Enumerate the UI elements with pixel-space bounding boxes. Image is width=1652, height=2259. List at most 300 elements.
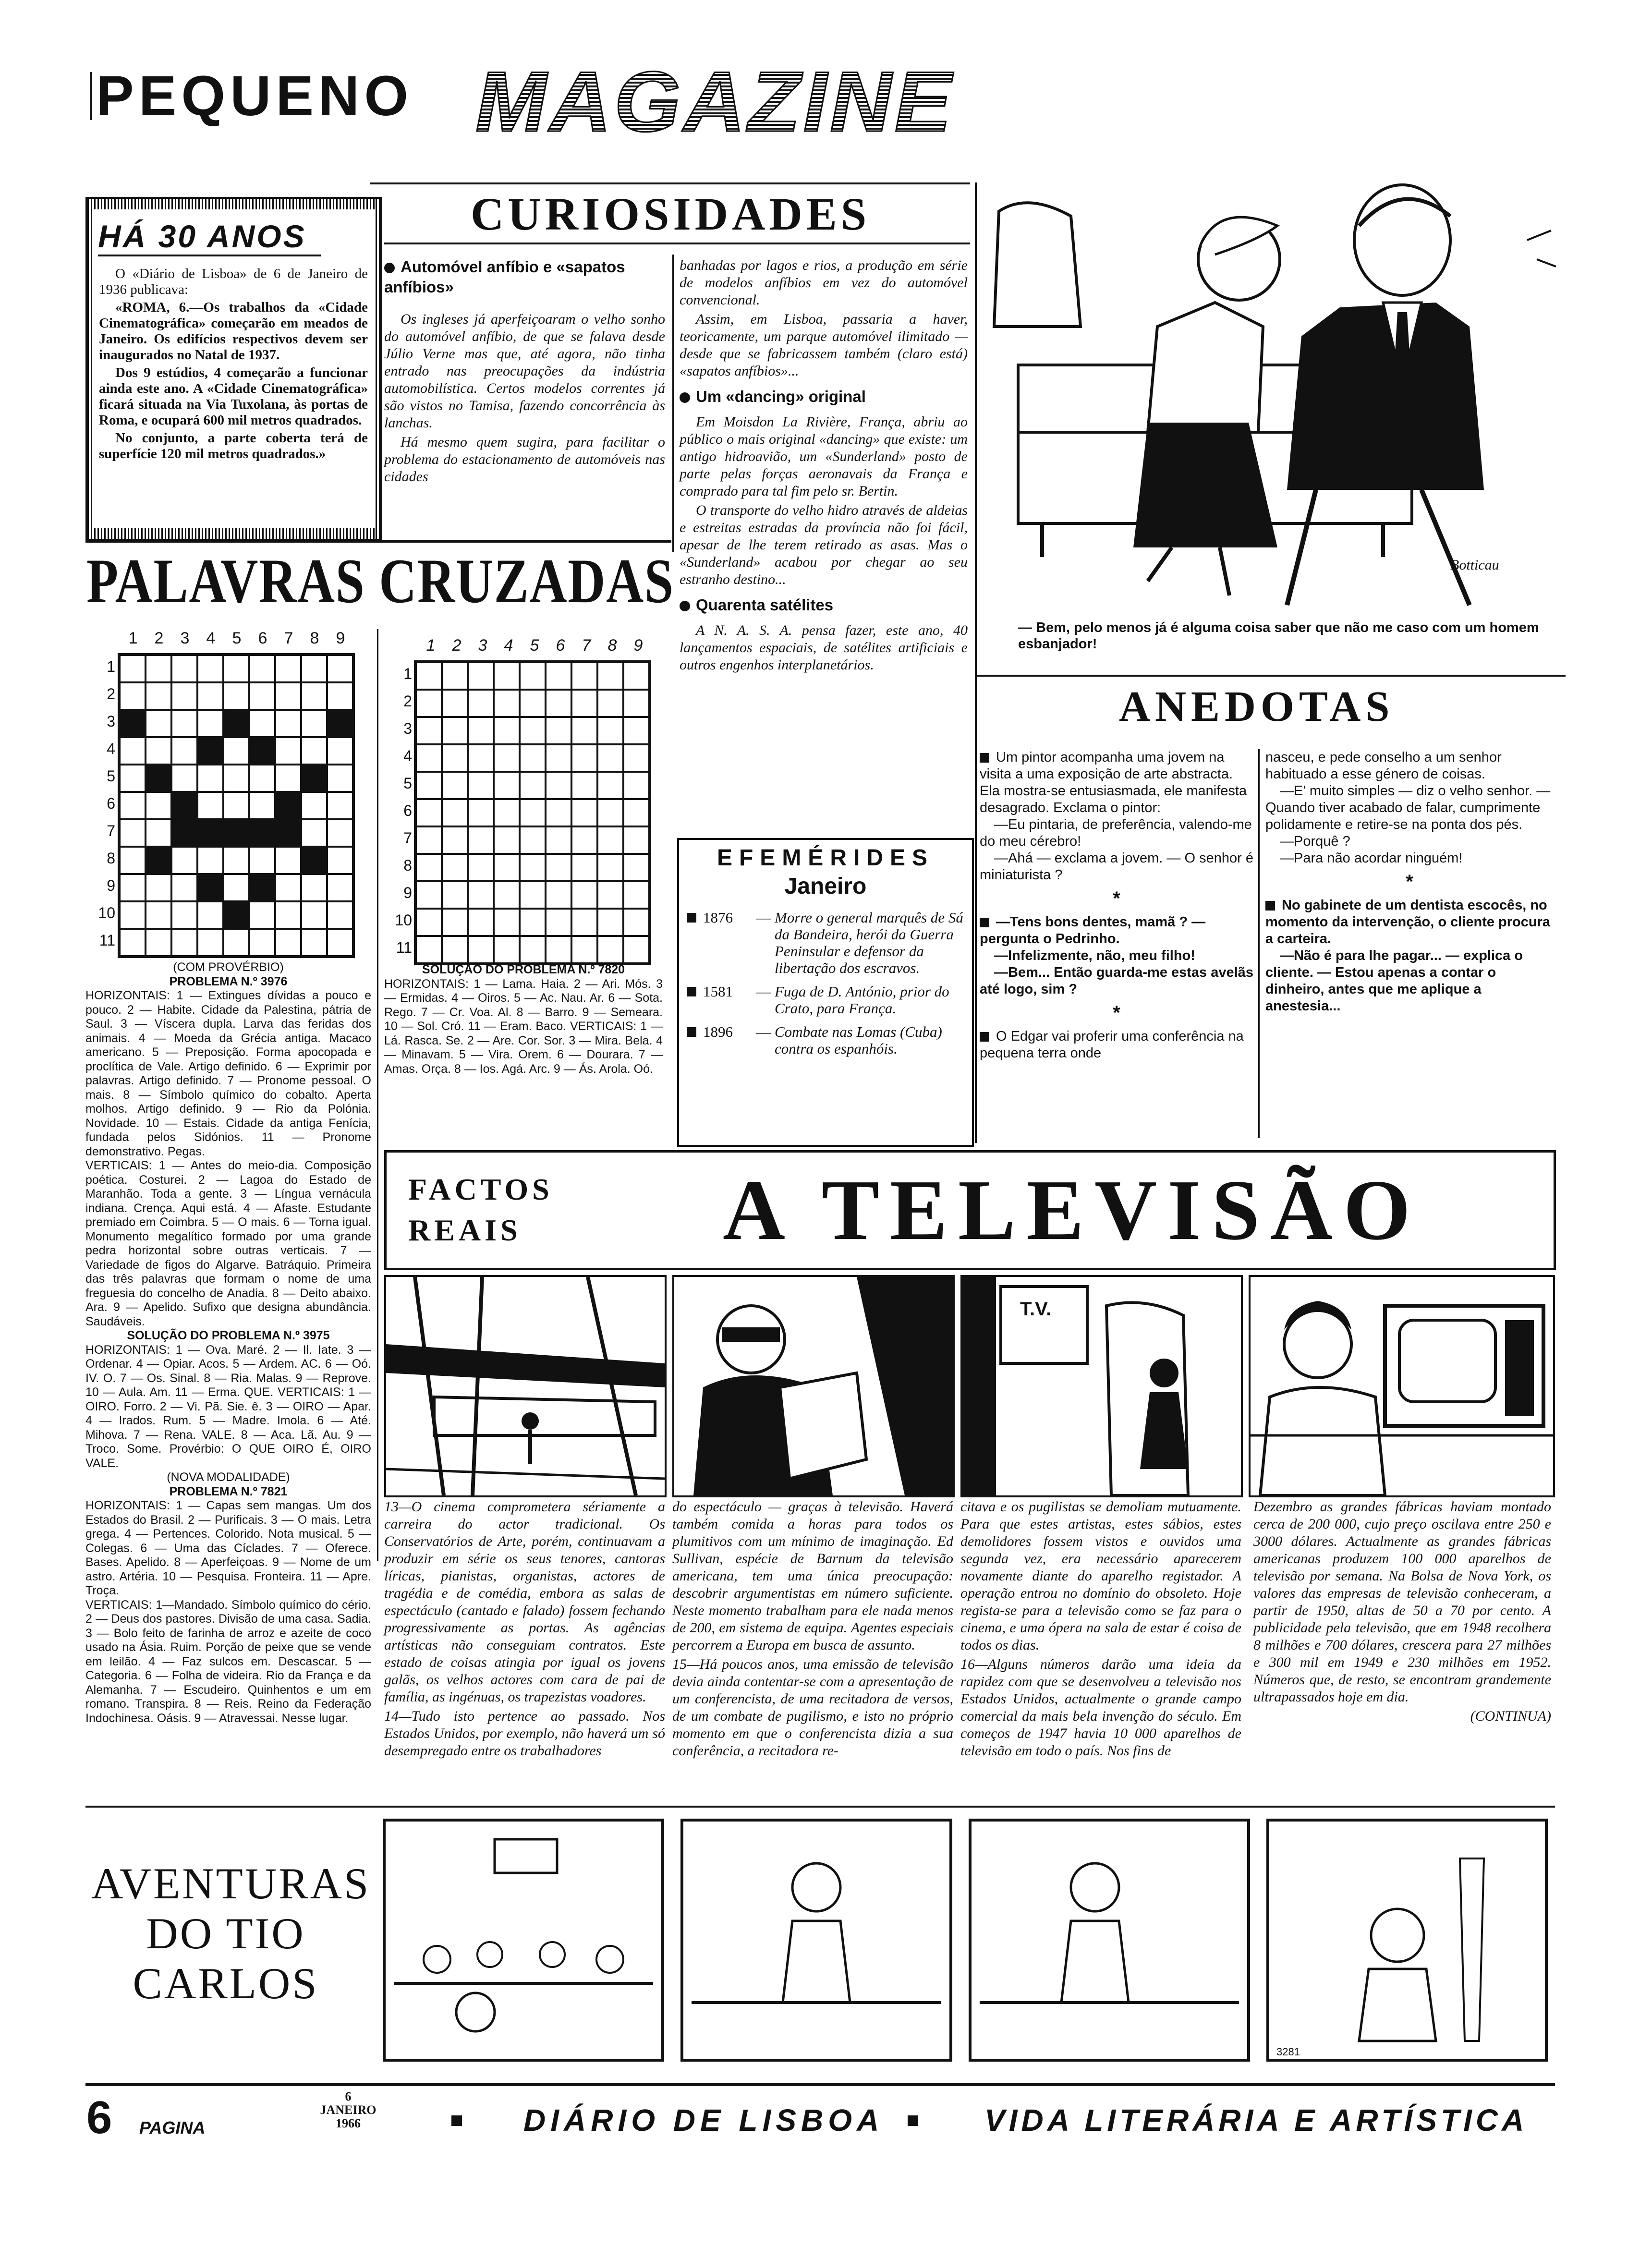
- crossword-cell[interactable]: [120, 901, 146, 929]
- crossword-cell[interactable]: [275, 819, 301, 847]
- crossword-cell[interactable]: [468, 717, 494, 744]
- crossword-cell[interactable]: [468, 690, 494, 717]
- crossword-title: PALAVRAS CRUZADAS: [86, 546, 674, 616]
- crossword-cell[interactable]: [197, 765, 223, 792]
- crossword-cell[interactable]: [623, 690, 649, 717]
- crossword-cell[interactable]: [327, 819, 353, 847]
- crossword-cell[interactable]: [520, 717, 546, 744]
- crossword-cell[interactable]: [223, 682, 249, 710]
- crossword-cell[interactable]: [442, 909, 468, 936]
- footer-square-icon: [451, 2115, 462, 2126]
- tv-camera-label: T.V.: [1020, 1299, 1052, 1320]
- crossword-cell[interactable]: [120, 737, 146, 765]
- crossword-cell[interactable]: [171, 765, 197, 792]
- bullet-icon: [680, 392, 690, 403]
- crossword-cell[interactable]: [275, 682, 301, 710]
- tv-text-14b: do espectáculo — graças à televisão. Haverá também comida a horas para todos os plumitivos com um mínimo de imaginação. Ed Sullivan, espécie de Barnum da televisão americana, tem uma única preocupação: descobrir argumentistas em número suficiente. Neste momento trabalham para ele nada menos de 200, em sistema de equipa. Agentes especiais percorrem a Europa em busca de assunto.: [672, 1499, 953, 1653]
- crossword-cell[interactable]: [597, 690, 623, 717]
- crossword-cell[interactable]: [120, 765, 146, 792]
- crossword-cell[interactable]: [571, 744, 597, 772]
- crossword-cell[interactable]: [146, 819, 171, 847]
- anedota-1-line3: —Ahá — exclama a jovem. — O senhor é miniaturista ?: [980, 850, 1253, 883]
- anedotas-col-rule: [1258, 749, 1260, 1138]
- masthead-left-bar: [90, 72, 92, 120]
- crossword-cell[interactable]: [571, 854, 597, 881]
- footer-top-rule: [85, 2083, 1555, 2086]
- crossword-cell[interactable]: [197, 682, 223, 710]
- grid1-col-numbers: 1 2 3 4 5 6 7 8 9: [128, 629, 345, 647]
- tv-text-13: 13—O cinema comprometera sériamente a carreira do actor tradicional. Os Conservatórios de Arte, porém, continuavam a produzir em série os seus tenores, cantoras líricas, pianistas, organistas, actores de tragédia e de comédia, embora as salas de espectáculo (cantado e falado) fossem fechando progressivamente as portas. As agências artísticas não conseguiam contratos. Este estado de coisas atingia por igual os jovens galãs, os velhos actores com cara de pai de família, as ingénuas, os trapezistas voadores.: [384, 1499, 665, 1705]
- crossword-problem-2: PROBLEMA N.º 7821: [169, 1484, 288, 1498]
- ha30-title: HÁ 30 ANOS: [98, 218, 321, 256]
- crossword-cell[interactable]: [120, 682, 146, 710]
- curiosidades-p6: O transporte do velho hidro através de aldeias e estreitas estradas da província não foi fácil, apesar de lhe terem retirado as asas. Mas o «Sunderland» acabou por chegar ao seu estranho destino...: [680, 502, 968, 587]
- grid1-row-numbers: 1 2 3 4 5 6 7 8 9 10 11: [98, 658, 115, 949]
- crossword-cell[interactable]: [468, 662, 494, 690]
- cartoon-couple: [989, 182, 1561, 615]
- television-header-box: [384, 1150, 1556, 1270]
- crossword-cell[interactable]: [571, 690, 597, 717]
- crossword-cell[interactable]: [546, 854, 571, 881]
- crossword-cell[interactable]: [416, 881, 442, 909]
- anedota-2-line2: —Infelizmente, não, meu filho!: [994, 948, 1195, 963]
- crossword-cell[interactable]: [146, 792, 171, 819]
- crossword-cell[interactable]: [520, 881, 546, 909]
- efemerides-box: [677, 838, 974, 1147]
- crossword-cell[interactable]: [275, 737, 301, 765]
- crossword-cell[interactable]: [468, 909, 494, 936]
- crossword-cell[interactable]: [301, 929, 327, 956]
- anedota-1: Um pintor acompanha uma jovem na visita a uma exposição de arte abstracta. Ela mostra-se entusiasmada, ele manifesta desagrado. Exclama o pintor:: [980, 750, 1247, 815]
- curiosidades-h2: Um «dancing» original: [680, 387, 968, 407]
- crossword-cell[interactable]: [468, 936, 494, 963]
- crossword-cell[interactable]: [327, 682, 353, 710]
- curiosidades-top-rule: [370, 182, 970, 184]
- square-bullet-icon: [1265, 901, 1275, 911]
- crossword-cell[interactable]: [416, 799, 442, 826]
- anedota-4-line2: —Não é para lhe pagar... — explica o cliente. — Estou apenas a contar o dinheiro, antes que me aplique a anestesia...: [1265, 948, 1523, 1014]
- crossword-cell[interactable]: [442, 717, 468, 744]
- crossword-cell[interactable]: [249, 874, 275, 901]
- crossword-cell[interactable]: [249, 710, 275, 737]
- tio-carlos-strip: [379, 1810, 1551, 2070]
- crossword-cell[interactable]: [520, 854, 546, 881]
- crossword-cell[interactable]: [546, 909, 571, 936]
- crossword-cell[interactable]: [120, 710, 146, 737]
- curiosidades-col-rule: [672, 255, 674, 552]
- tv-text-16: 16—Alguns números darão uma ideia da rapidez com que se desenvolveu a televisão nos Estados Unidos, actualmente o grande campo comercial da mais bela invenção do século. Em começos de 1947 havia 10 000 aparelhos de televisão em todo o país. Nos fins de: [960, 1656, 1241, 1759]
- efemerides-item: 1896 — Combate nas Lomas (Cuba) contra os espanhóis.: [687, 1023, 964, 1057]
- crossword-cell[interactable]: [623, 717, 649, 744]
- crossword-cell[interactable]: [146, 765, 171, 792]
- crossword-cell[interactable]: [223, 792, 249, 819]
- crossword-cell[interactable]: [416, 854, 442, 881]
- crossword-cell[interactable]: [275, 792, 301, 819]
- crossword-cell[interactable]: [546, 936, 571, 963]
- anedota-2-line3: —Bem... Então guarda-me estas avelãs até logo, sim ?: [980, 965, 1253, 997]
- crossword-cell[interactable]: [546, 744, 571, 772]
- crossword-cell[interactable]: [223, 847, 249, 874]
- crossword-cell[interactable]: [249, 682, 275, 710]
- crossword-cell[interactable]: [146, 929, 171, 956]
- crossword-cell[interactable]: [301, 874, 327, 901]
- crossword-cell[interactable]: [275, 847, 301, 874]
- crossword-cell[interactable]: [442, 881, 468, 909]
- crossword-cell[interactable]: [571, 909, 597, 936]
- crossword-cell[interactable]: [416, 936, 442, 963]
- crossword-cell[interactable]: [301, 710, 327, 737]
- crossword-cell[interactable]: [442, 936, 468, 963]
- curiosidades-p7: A N. A. S. A. pensa fazer, este ano, 40 lançamentos espaciais, de satélites artificiais e outros engenhos interplanetários.: [680, 622, 968, 673]
- crossword-cell[interactable]: [327, 710, 353, 737]
- crossword-sol-7820: HORIZONTAIS: 1 — Lama. Haia. 2 — Ari. Mós. 3 — Ermidas. 4 — Oiros. 5 — Ac. Nau. Ar. 6 — Sota. Rego. 7 — Cr. Voa. Al. 8 — Barro. 9 — Semeara. 10 — Sol. Cró. 11 — Eram. Baco. VERTICAIS: 1 — Lá. Rasca. Se. 2 — Are. Cor. Sor. 3 — Mira. Bela. 4 — Minavam. 5 — Vira. Orem. 6 — Dourara. 7 — Amas. Orça. 8 — Ios. Agá. Arc. 9 — Ás. Arola. Oó.: [384, 977, 663, 1076]
- grid2-col-numbers: 1 2 3 4 5 6 7 8 9: [426, 636, 643, 655]
- crossword-cell[interactable]: [571, 772, 597, 799]
- crossword-cell[interactable]: [146, 874, 171, 901]
- crossword-cell[interactable]: [171, 792, 197, 819]
- tv-text-16b: Dezembro as grandes fábricas haviam montado cerca de 200 000, cujo preço oscilava entre 250 e 3000 dólares. Actualmente as grandes fábricas americanas produzem 100 000 aparelhos de televisão por semana. Na Bolsa de Nova York, os valores das empresas de televisão conheceram, a partir de 1950, altas de 50 a 70 por cento. A publicidade pela televisão, que em 1948 recolhera 8 milhões e 700 dólares, crescera para 27 milhões e 300 mil em 1949 e 230 milhões em 1952. Números que, de resto, se encontram grandemente ultrapassados hoje em dia.: [1253, 1499, 1551, 1705]
- crossword-cell[interactable]: [416, 744, 442, 772]
- efemerides-month: Janeiro: [784, 874, 867, 899]
- crossword-cell[interactable]: [623, 744, 649, 772]
- crossword-cell[interactable]: [223, 929, 249, 956]
- crossword-cell[interactable]: [120, 929, 146, 956]
- crossword-cell[interactable]: [223, 737, 249, 765]
- crossword-cell[interactable]: [120, 792, 146, 819]
- television-kicker-1: FACTOS: [408, 1172, 553, 1206]
- crossword-cell[interactable]: [520, 744, 546, 772]
- crossword-cell[interactable]: [146, 655, 171, 682]
- crossword-cell[interactable]: [597, 881, 623, 909]
- crossword-cell[interactable]: [223, 765, 249, 792]
- crossword-cell[interactable]: [623, 772, 649, 799]
- crossword-cell[interactable]: [623, 826, 649, 854]
- tio-carlos-top-rule: [85, 1806, 1555, 1808]
- crossword-cell[interactable]: [275, 710, 301, 737]
- crossword-cell[interactable]: [571, 662, 597, 690]
- crossword-cell[interactable]: [442, 690, 468, 717]
- crossword-cell[interactable]: [171, 737, 197, 765]
- anedota-1-line2: —Eu pintaria, de preferência, valendo-me do meu cérebro!: [980, 817, 1252, 849]
- anedota-4: No gabinete de um dentista escocês, no momento da intervenção, o cliente procura a carteira.: [1265, 898, 1551, 947]
- crossword-cell[interactable]: [301, 737, 327, 765]
- bullet-icon: [680, 601, 690, 611]
- tv-text-15b: citava e os pugilistas se demoliam mutuamente. Para que estes artistas, estes sábios, estes demolidores fossem vistos e ouvidos uma segunda vez, era necessário aparecerem novamente diante do aparelho registador. A operação entrou no domínio do obsoleto. Hoje regista-se para a televisão como se faz para o cinema, e uma ópera na sala de estar é coisa de todos os dias.: [960, 1499, 1241, 1653]
- crossword-cell[interactable]: [301, 847, 327, 874]
- crossword-cell[interactable]: [146, 682, 171, 710]
- crossword-cell[interactable]: [249, 901, 275, 929]
- crossword-clues-2-v: VERTICAIS: 1—Mandado. Símbolo químico do cério. 2 — Deus dos pastores. Divisão de uma casa. Sadia. 3 — Bolo feito de farinha de arroz e azeite de coco usado na Ásia. Ruim. Porção de peixe que se vende em leilão. 4 — Faz sulcos em. Descascar. 5 — Categoria. 6 — Folha de videira. Rio da França e da Alemanha. 7 — Escudeiro. Quinhentos e um em romano. Transpira. 8 — Reis. Reino da Federação Indochinesa. Oásis. 9 — Atravessai. Nesse lugar.: [85, 1598, 371, 1725]
- crossword-cell[interactable]: [442, 772, 468, 799]
- anedota-3-cont: nasceu, e pede conselho a um senhor habituado a esse género de coisas.: [1265, 750, 1502, 782]
- anedotas-top-rule: [975, 675, 1566, 677]
- crossword-cell[interactable]: [146, 737, 171, 765]
- crossword-cell[interactable]: [249, 792, 275, 819]
- crossword-cell[interactable]: [197, 737, 223, 765]
- footer-page-number: 6: [86, 2092, 112, 2143]
- curiosidades-p3: banhadas por lagos e rios, a produção em série de modelos anfíbios em vez do automóvel convencional.: [680, 257, 968, 308]
- crossword-sol-3975: HORIZONTAIS: 1 — Ova. Maré. 2 — Il. Iate. 3 — Ordenar. 4 — Opiar. Acos. 5 — Ardem. AC. 6 — Oó. IV. O. 7 — Os. Sinal. 8 — Ria. Malas. 9 — Reprove. 10 — Aula. Am. 11 — Erma. QUE. VERTICAIS: 1 — OIRO. Forro. 2 — Vi. Pã. Sie. ê. 3 — OIRO — Apar. 4 — Irados. Rum. 5 — Madre. Imola. 6 — Até. Mihova. 7 — Rena. VALE. 8 — Aca. Lã. Au. 9 — Troco. Some. Provérbio: O QUE OIRO É, OIRO VALE.: [85, 1343, 371, 1470]
- crossword-cell[interactable]: [249, 929, 275, 956]
- crossword-cell[interactable]: [146, 901, 171, 929]
- crossword-cell[interactable]: [623, 881, 649, 909]
- crossword-cell[interactable]: [494, 881, 520, 909]
- anedota-3-line4: —Para não acordar ninguém!: [1280, 850, 1463, 866]
- crossword-cell[interactable]: [197, 792, 223, 819]
- square-bullet-icon: [687, 1027, 696, 1037]
- crossword-cell[interactable]: [327, 737, 353, 765]
- crossword-cell[interactable]: [327, 901, 353, 929]
- crossword-cell[interactable]: [442, 826, 468, 854]
- crossword-cell[interactable]: [416, 717, 442, 744]
- efemerides-item: 1876 — Morre o general marquês de Sá da Bandeira, herói da Guerra Peninsular e defensor da libertação dos escravos.: [687, 909, 964, 976]
- tv-panel-14: [672, 1275, 955, 1497]
- grid2-row-numbers: 1 2 3 4 5 6 7 8 9 10 11: [395, 665, 412, 956]
- ha30-bottom-hatch: [87, 528, 380, 539]
- crossword-cell[interactable]: [494, 909, 520, 936]
- crossword-cell[interactable]: [546, 881, 571, 909]
- crossword-cell[interactable]: [520, 826, 546, 854]
- crossword-cell[interactable]: [520, 772, 546, 799]
- crossword-cell[interactable]: [442, 799, 468, 826]
- crossword-cell[interactable]: [546, 662, 571, 690]
- crossword-cell[interactable]: [494, 717, 520, 744]
- crossword-cell[interactable]: [275, 765, 301, 792]
- efemerides-item: 1581 — Fuga de D. António, prior do Crato, para França.: [687, 983, 964, 1017]
- crossword-clues-2-h: HORIZONTAIS: 1 — Capas sem mangas. Um dos Estados do Brasil. 2 — Purificais. 3 — O mais. Letra grega. 4 — Pertences. Colorido. Nota musical. 5 — Colegas. 6 — Uma das Cíclades. 7 — Oferece. Bases. Apelido. 8 — Aperfeiçoas. 9 — Nome de um astro. Artéria. 10 — Pesquisa. Fronteira. 11 — Apre. Troça.: [85, 1499, 371, 1597]
- crossword-cell[interactable]: [275, 655, 301, 682]
- crossword-cell[interactable]: [597, 799, 623, 826]
- crossword-cell[interactable]: [327, 929, 353, 956]
- crossword-cell[interactable]: [327, 765, 353, 792]
- crossword-cell[interactable]: [197, 819, 223, 847]
- crossword-sol-7820-title: SOLUÇÃO DO PROBLEMA N.º 7820: [422, 963, 625, 976]
- crossword-cell[interactable]: [171, 901, 197, 929]
- crossword-cell[interactable]: [520, 936, 546, 963]
- tv-text-14: 14—Tudo isto pertence ao passado. Nos Estados Unidos, por exemplo, não haverá um só desempregado entre os trabalhadores: [384, 1708, 665, 1759]
- crossword-cell[interactable]: [546, 717, 571, 744]
- curiosidades-p1: Os ingleses já aperfeiçoaram o velho sonho do automóvel anfíbio, de que se falava desde Júlio Verne mas que, até agora, não tinha entrado nas preocupações da indústria automobilística. Certos modelos correntes já são vistos no Tamisa, fazendo concorrência às lanchas.: [384, 311, 665, 431]
- crossword-cell[interactable]: [146, 710, 171, 737]
- crossword-cell[interactable]: [120, 847, 146, 874]
- crossword-cell[interactable]: [597, 717, 623, 744]
- crossword-cell[interactable]: [275, 901, 301, 929]
- crossword-cell[interactable]: [571, 799, 597, 826]
- crossword-cell[interactable]: [171, 655, 197, 682]
- curiosidades-h3: Quarenta satélites: [680, 595, 968, 615]
- crossword-cell[interactable]: [171, 929, 197, 956]
- crossword-cell[interactable]: [197, 655, 223, 682]
- crossword-cell[interactable]: [468, 772, 494, 799]
- crossword-cell[interactable]: [468, 744, 494, 772]
- crossword-cell[interactable]: [416, 909, 442, 936]
- crossword-cell[interactable]: [571, 717, 597, 744]
- anedota-separator: *: [1113, 888, 1120, 909]
- crossword-cell[interactable]: [468, 881, 494, 909]
- crossword-cell[interactable]: [442, 854, 468, 881]
- crossword-cell[interactable]: [327, 847, 353, 874]
- crossword-cell[interactable]: [623, 909, 649, 936]
- crossword-cell[interactable]: [623, 854, 649, 881]
- crossword-cell[interactable]: [327, 792, 353, 819]
- crossword-problem-1: PROBLEMA N.º 3976: [169, 974, 288, 988]
- crossword-subtitle-2: (NOVA MODALIDADE): [167, 1470, 290, 1484]
- square-bullet-icon: [980, 1032, 989, 1042]
- footer-page-word: PAGINA: [139, 2118, 206, 2138]
- anedota-2: —Tens bons dentes, mamã ? — pergunta o Pedrinho.: [980, 914, 1206, 947]
- crossword-cell[interactable]: [223, 874, 249, 901]
- crossword-cell[interactable]: [197, 901, 223, 929]
- ha30-right-hatch: [376, 199, 380, 539]
- crossword-cell[interactable]: [416, 662, 442, 690]
- crossword-cell[interactable]: [223, 655, 249, 682]
- crossword-cell[interactable]: [520, 662, 546, 690]
- masthead-word-magazine: MAGAZINE: [475, 54, 955, 149]
- anedota-3-line3: —Porquê ?: [1280, 834, 1350, 849]
- footer-square-icon: [908, 2115, 918, 2126]
- crossword-cell[interactable]: [249, 819, 275, 847]
- crossword-cell[interactable]: [249, 765, 275, 792]
- crossword-cell[interactable]: [171, 874, 197, 901]
- crossword-cell[interactable]: [249, 737, 275, 765]
- crossword-cell[interactable]: [416, 690, 442, 717]
- crossword-cell[interactable]: [571, 936, 597, 963]
- bullet-icon: [384, 263, 395, 273]
- crossword-cell[interactable]: [494, 936, 520, 963]
- crossword-cell[interactable]: [301, 792, 327, 819]
- masthead-word-pequeno: PEQUENO: [96, 64, 413, 128]
- crossword-cell[interactable]: [249, 655, 275, 682]
- crossword-cell[interactable]: [597, 909, 623, 936]
- crossword-cell[interactable]: [597, 826, 623, 854]
- crossword-cell[interactable]: [416, 772, 442, 799]
- crossword-cell[interactable]: [546, 826, 571, 854]
- ha30-left-hatch: [87, 199, 92, 539]
- crossword-cell[interactable]: [223, 901, 249, 929]
- tio-carlos-title: AVENTURAS DO TIO CARLOS: [91, 1859, 371, 2008]
- tv-panel-16: [1249, 1275, 1555, 1497]
- crossword-cell[interactable]: [301, 901, 327, 929]
- crossword-cell[interactable]: [494, 772, 520, 799]
- crossword-cell[interactable]: [171, 710, 197, 737]
- crossword-cell[interactable]: [275, 929, 301, 956]
- crossword-cell[interactable]: [327, 874, 353, 901]
- curiosidades-p4: Assim, em Lisboa, passaria a haver, teoricamente, um parque automóvel ilimitado — desde que se fabricassem também (claro está) «sapatos anfíbios»...: [680, 311, 968, 379]
- crossword-cell[interactable]: [623, 662, 649, 690]
- crossword-cell[interactable]: [120, 874, 146, 901]
- crossword-cell[interactable]: [197, 929, 223, 956]
- ha30-body1: «ROMA, 6.—Os trabalhos da «Cidade Cinematográfica» começarão em meados de Janeiro. Os edifícios respectivos devem ser inaugurados no Natal de 1937.: [99, 300, 368, 363]
- ha30-body2: Dos 9 estúdios, 4 começarão a funcionar ainda este ano. A «Cidade Cinematográfica» ficará situada na Via Tuxolana, às portas de Roma, e ocupará 600 mil metros quadrados.: [99, 365, 368, 428]
- ha30-top-hatch: [87, 199, 380, 209]
- crossword-cell[interactable]: [494, 744, 520, 772]
- crossword-cell[interactable]: [597, 936, 623, 963]
- crossword-cell[interactable]: [468, 854, 494, 881]
- crossword-subtitle-1: (COM PROVÉRBIO): [173, 960, 284, 974]
- crossword-cell[interactable]: [442, 662, 468, 690]
- crossword-cell[interactable]: [416, 826, 442, 854]
- curiosidades-h1: Automóvel anfíbio e «sapatos anfíbios»: [384, 258, 625, 296]
- crossword-cell[interactable]: [468, 826, 494, 854]
- tv-text-15: 15—Há poucos anos, uma emissão de televisão devia ainda contentar-se com a apresentação de um conferencista, de uma recitadora de versos, de um combate de pugilismo, e isto no próprio momento em que o conferencista dizia a sua conferência, a recitadora re-: [672, 1656, 953, 1759]
- crossword-cell[interactable]: [520, 690, 546, 717]
- crossword-top-rule: [85, 540, 671, 543]
- efemerides-title: EFEMÉRIDES: [717, 845, 935, 871]
- crossword-cell[interactable]: [520, 909, 546, 936]
- crossword-cell[interactable]: [197, 710, 223, 737]
- crossword-col-rule: [377, 629, 378, 1561]
- crossword-cell[interactable]: [494, 690, 520, 717]
- crossword-grid-1[interactable]: [118, 653, 355, 958]
- tio-carlos-code: 3281: [1276, 2046, 1300, 2058]
- crossword-cell[interactable]: [301, 819, 327, 847]
- footer-paper-name: DIÁRIO DE LISBOA: [523, 2103, 884, 2138]
- crossword-cell[interactable]: [623, 799, 649, 826]
- crossword-cell[interactable]: [623, 936, 649, 963]
- crossword-cell[interactable]: [171, 819, 197, 847]
- curiosidades-p2: Há mesmo quem sugira, para facilitar o problema do estacionamento de automóveis nas cidades: [384, 434, 665, 485]
- crossword-cell[interactable]: [301, 765, 327, 792]
- crossword-cell[interactable]: [442, 744, 468, 772]
- crossword-cell[interactable]: [197, 874, 223, 901]
- tv-panel-13: [384, 1275, 667, 1497]
- crossword-cell[interactable]: [597, 662, 623, 690]
- crossword-cell[interactable]: [197, 847, 223, 874]
- crossword-cell[interactable]: [120, 819, 146, 847]
- crossword-cell[interactable]: [597, 744, 623, 772]
- crossword-cell[interactable]: [301, 655, 327, 682]
- crossword-cell[interactable]: [327, 655, 353, 682]
- crossword-cell[interactable]: [275, 874, 301, 901]
- cartoon-signature: Botticau: [1450, 557, 1499, 573]
- crossword-grid-2[interactable]: [414, 660, 651, 965]
- crossword-cell[interactable]: [597, 854, 623, 881]
- crossword-cell[interactable]: [546, 772, 571, 799]
- crossword-cell[interactable]: [520, 799, 546, 826]
- crossword-cell[interactable]: [468, 799, 494, 826]
- crossword-cell[interactable]: [120, 655, 146, 682]
- footer-section: VIDA LITERÁRIA E ARTÍSTICA: [984, 2103, 1528, 2138]
- ha30-lead: O «Diário de Lisboa» de 6 de Janeiro de 1936 publicava:: [99, 266, 368, 297]
- crossword-cell[interactable]: [571, 881, 597, 909]
- crossword-cell[interactable]: [494, 854, 520, 881]
- television-title: A TELEVISÃO: [723, 1162, 1421, 1258]
- tv-panel-15: [960, 1275, 1243, 1497]
- crossword-cell[interactable]: [494, 826, 520, 854]
- crossword-cell[interactable]: [171, 847, 197, 874]
- crossword-cell[interactable]: [546, 690, 571, 717]
- crossword-cell[interactable]: [571, 826, 597, 854]
- crossword-cell[interactable]: [171, 682, 197, 710]
- crossword-cell[interactable]: [146, 847, 171, 874]
- square-bullet-icon: [687, 913, 696, 923]
- crossword-cell[interactable]: [223, 710, 249, 737]
- crossword-cell[interactable]: [494, 799, 520, 826]
- ha30-body3: No conjunto, a parte coberta terá de superfície 120 mil metros quadrados.»: [99, 430, 368, 462]
- crossword-cell[interactable]: [546, 799, 571, 826]
- crossword-cell[interactable]: [249, 847, 275, 874]
- anedota-3-line2: —E' muito simples — diz o velho senhor. — Quando tiver acabado de falar, cumprimente polidamente e retire-se na ponta dos pés.: [1265, 783, 1551, 832]
- crossword-cell[interactable]: [301, 682, 327, 710]
- anedota-3: O Edgar vai proferir uma conferência na pequena terra onde: [980, 1029, 1244, 1061]
- crossword-cell[interactable]: [494, 662, 520, 690]
- curiosidades-title: CURIOSIDADES: [471, 188, 871, 240]
- crossword-cell[interactable]: [597, 772, 623, 799]
- crossword-sol-3975-title: SOLUÇÃO DO PROBLEMA N.º 3975: [127, 1329, 330, 1342]
- crossword-clues-1-h: HORIZONTAIS: 1 — Extingues dívidas a pouco e pouco. 2 — Habite. Cidade da Palestina, pátria de Saul. 3 — Víscera dupla. Larva das feridas dos animais. 4 — Moeda da Grécia antiga. Macaco americano. 5 — Preposição. Forma apocopada e proclítica de Vale. Artigo definido. 6 — Exprimir por palavras. Artigo definido. 7 — Pronome pessoal. O mais. 8 — Símbolo químico do cobalto. Aperta molhos. Artigo definido. 9 — Rio da Polónia. Novidade. 10 — Estais. Cidade da antiga Fenícia, fundada pelos Sidónios. 11 — Pronome demonstrativo. Pegas.: [85, 989, 371, 1158]
- anedota-separator: *: [1113, 1002, 1120, 1023]
- crossword-cell[interactable]: [223, 819, 249, 847]
